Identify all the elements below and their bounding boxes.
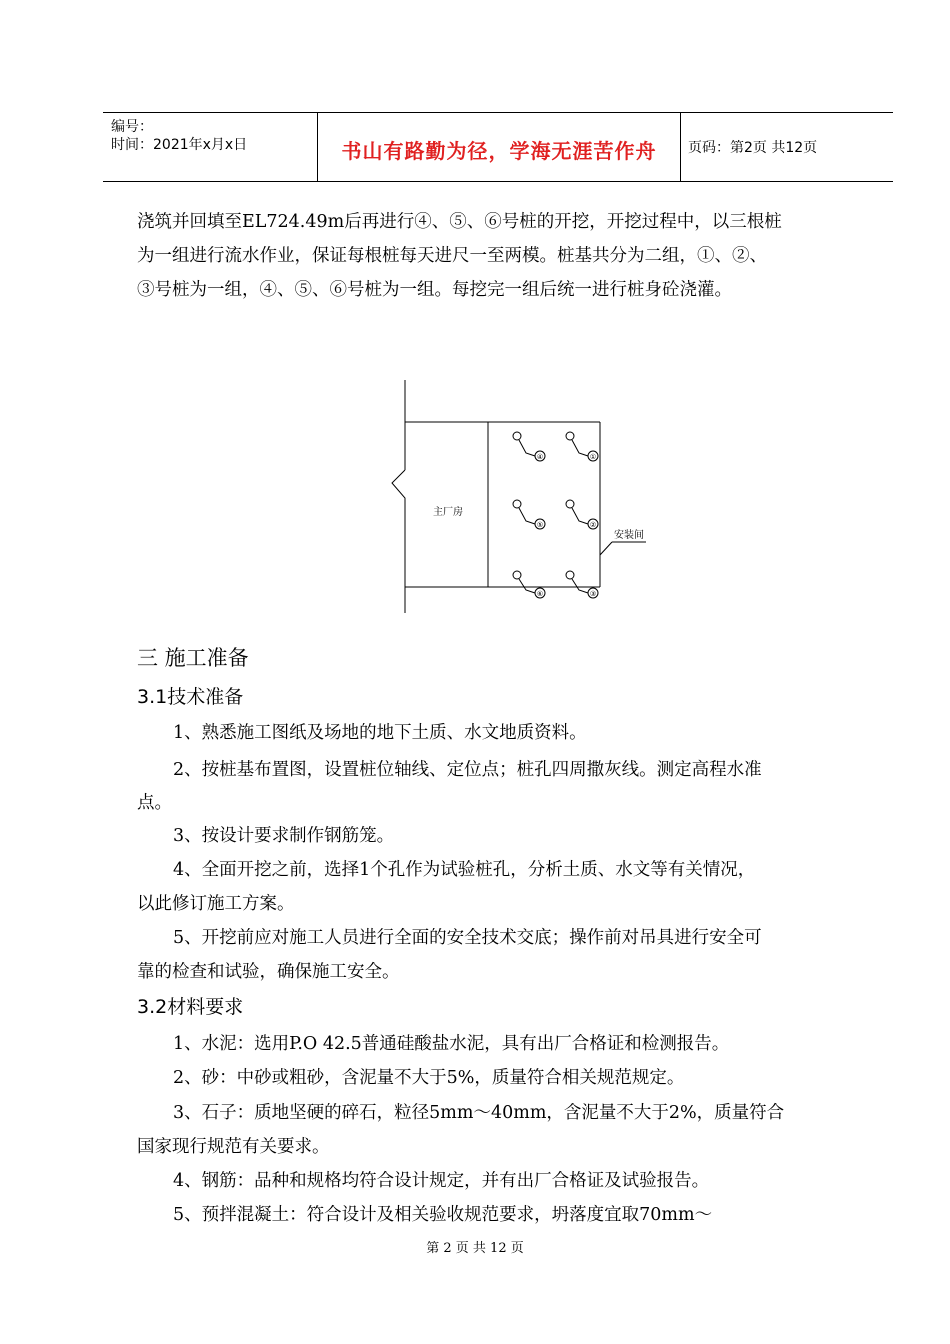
paragraph-line: 5、开挖前应对施工人员进行全面的安全技术交底；操作前对吊具进行安全可 <box>173 928 762 948</box>
header-meta-cell <box>103 113 317 181</box>
pile-number: ② <box>589 521 597 529</box>
header-page-cell <box>680 113 893 181</box>
paragraph-line: 4、全面开挖之前，选择1个孔作为试验桩孔，分析土质、水文等有关情况， <box>173 860 756 880</box>
paragraph-line: 1、熟悉施工图纸及场地的地下土质、水文地质资料。 <box>173 723 587 743</box>
paragraph-line: 5、预拌混凝土：符合设计及相关验收规范要求，坍落度宜取70mm～ <box>173 1205 713 1225</box>
pile-number: ① <box>589 453 597 461</box>
pile-number: ⑤ <box>536 521 544 529</box>
header-motto-cell <box>317 113 681 181</box>
pile-number: ④ <box>536 453 544 461</box>
paragraph-line: 靠的检查和试验，确保施工安全。 <box>137 962 400 982</box>
main-building-label: 主厂房 <box>433 507 463 518</box>
subsection-heading: 3.2材料要求 <box>137 996 244 1018</box>
paragraph-line: 浇筑并回填至EL724.49m后再进行④、⑤、⑥号桩的开挖，开挖过程中，以三根桩 <box>137 212 782 232</box>
paragraph-line: 3、按设计要求制作钢筋笼。 <box>173 826 395 846</box>
header-page-number: 页码：第2页 共12页 <box>688 140 818 156</box>
paragraph-line: 3、石子：质地坚硬的碎石，粒径5mm～40mm，含泥量不大于2%，质量符合 <box>173 1103 785 1123</box>
document-time-label: 时间：2021年x月x日 <box>111 137 248 153</box>
page-footer: 第 2 页 共 12 页 <box>426 1241 524 1256</box>
paragraph-line: 点。 <box>137 793 172 813</box>
paragraph-line: 1、水泥：选用P.O 42.5普通硅酸盐水泥，具有出厂合格证和检测报告。 <box>173 1034 730 1054</box>
paragraph-line: 以此修订施工方案。 <box>137 894 295 914</box>
paragraph-line: 2、按桩基布置图，设置桩位轴线、定位点；桩孔四周撒灰线。测定高程水准 <box>173 760 762 780</box>
paragraph-line: 4、钢筋：品种和规格均符合设计规定，并有出厂合格证及试验报告。 <box>173 1171 710 1191</box>
document-number-label: 编号： <box>111 119 153 135</box>
pile-number: ③ <box>589 590 597 598</box>
page-header <box>103 112 893 182</box>
paragraph-line: 国家现行规范有关要求。 <box>137 1137 330 1157</box>
pile-number: ⑥ <box>536 590 544 598</box>
section-heading: 三 施工准备 <box>137 646 249 670</box>
header-motto: 书山有路勤为径，学海无涯苦作舟 <box>341 139 657 163</box>
paragraph-line: 2、砂：中砂或粗砂，含泥量不大于5%，质量符合相关规范规定。 <box>173 1068 685 1088</box>
paragraph-line: ③号桩为一组，④、⑤、⑥号桩为一组。每挖完一组后统一进行桩身砼浇灌。 <box>137 280 732 300</box>
subsection-heading: 3.1技术准备 <box>137 686 244 708</box>
paragraph-line: 为一组进行流水作业，保证每根桩每天进尺一至两模。桩基共分为二组，①、②、 <box>137 246 767 266</box>
pile-layout-diagram <box>380 370 670 620</box>
install-room-label: 安装间 <box>614 530 644 541</box>
